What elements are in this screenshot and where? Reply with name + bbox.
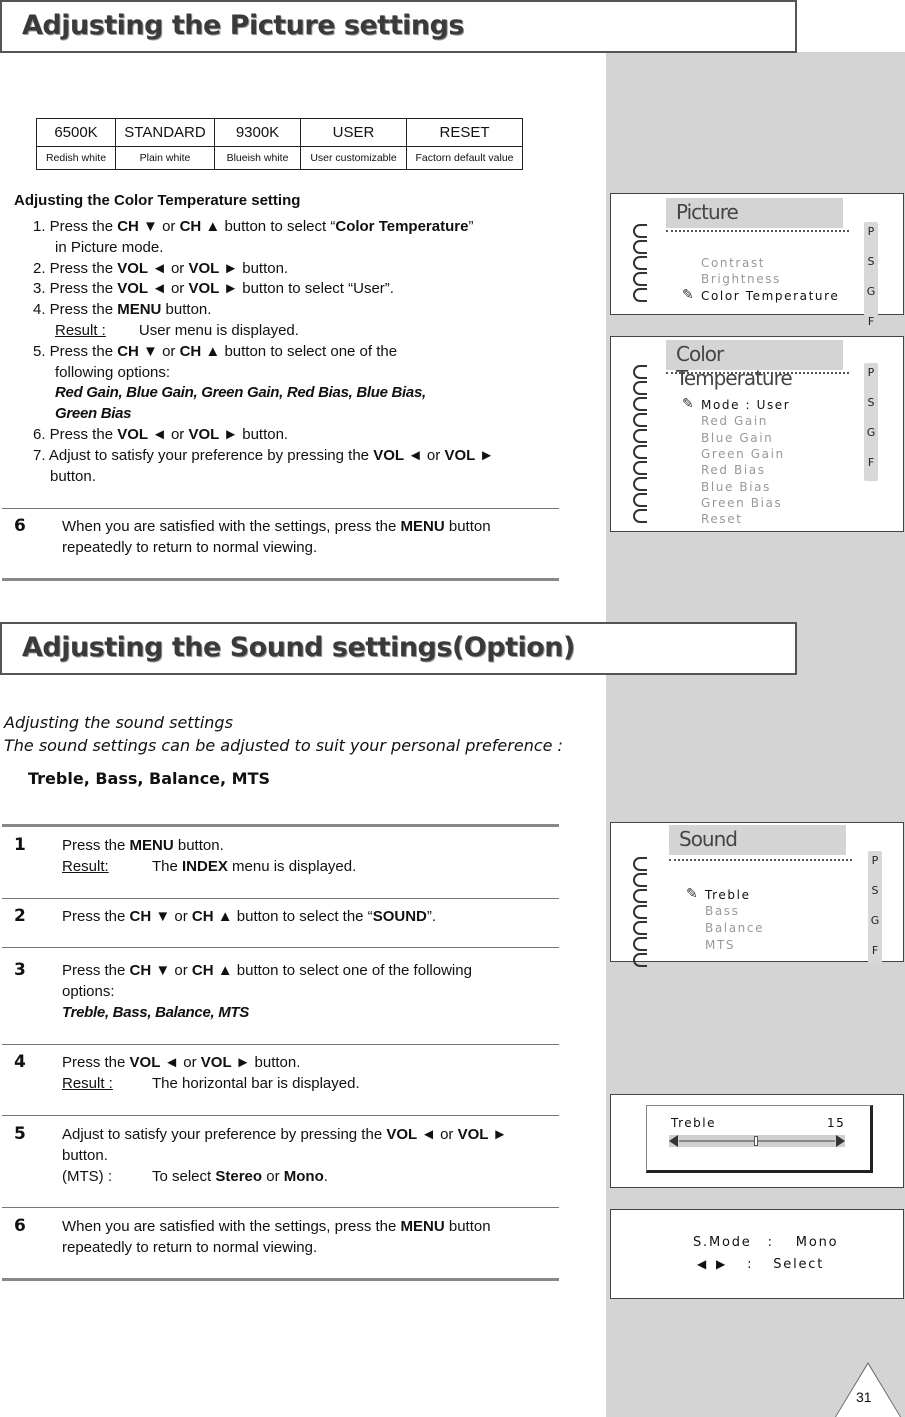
divider	[666, 230, 849, 232]
smode-label: S.Mode	[693, 1235, 752, 1250]
osd-picture-menu	[610, 193, 904, 328]
step-line: button.	[50, 467, 96, 485]
menu-item-green-gain[interactable]: Green Gain	[701, 447, 785, 461]
pencil-icon: ✎	[682, 286, 694, 302]
smode-select-line: ◀ ▶ : Select	[697, 1257, 825, 1272]
step-line: Result : User menu is displayed.	[55, 321, 299, 339]
mode-cell: RESET	[407, 119, 523, 147]
step-text: Press the CH ▼ or CH ▲ button to select the “SOUND”.	[62, 908, 437, 925]
mode-description-cell: User customizable	[301, 147, 407, 170]
osd-treble-bar-screen	[610, 1094, 904, 1188]
smode-line: S.Mode : Mono	[693, 1235, 839, 1250]
treble-value: 15	[827, 1116, 846, 1130]
slider-left-arrow-icon[interactable]	[669, 1135, 678, 1147]
slider-thumb[interactable]	[754, 1136, 758, 1146]
menu-item-reset[interactable]: Reset	[701, 512, 743, 526]
tab-sound: S	[871, 884, 879, 897]
menu-item-green-bias[interactable]: Green Bias	[701, 496, 783, 510]
mode-description-cell: Blueish white	[215, 147, 301, 170]
step-line: 1. Press the CH ▼ or CH ▲ button to select “Color Temperature”	[33, 218, 474, 235]
tab-picture: P	[867, 366, 875, 379]
step-line: 4. Press the MENU button.	[33, 301, 212, 319]
tab-picture: P	[867, 225, 875, 238]
tab-general: G	[866, 426, 876, 439]
treble-bar-panel	[646, 1105, 873, 1173]
step-number: 6	[14, 516, 26, 536]
step-number: 6	[14, 1216, 26, 1236]
treble-slider-track[interactable]	[669, 1135, 845, 1147]
step-line: 5. Press the CH ▼ or CH ▲ button to select one of the	[33, 342, 398, 360]
pencil-icon: ✎	[686, 885, 698, 901]
step-text: When you are satisfied with the settings, press the MENU button repeatedly to return to normal viewing.	[62, 518, 491, 556]
sound-section-title: Adjusting the Sound settings(Option)	[22, 632, 575, 663]
menu-item-treble[interactable]: Treble	[705, 888, 751, 902]
tab-sound: S	[867, 396, 875, 409]
divider	[2, 508, 559, 509]
divider	[2, 1278, 559, 1281]
step-text: Adjust to satisfy your preference by pressing the VOL ◄ or VOL ► button. (MTS) : To select Stereo or Mono.	[62, 1126, 508, 1185]
osd-title: Picture	[666, 198, 843, 228]
menu-item-brightness[interactable]: Brightness	[701, 272, 781, 286]
sound-intro-line: The sound settings can be adjusted to suit your personal preference :	[4, 736, 563, 755]
color-temperature-heading: Adjusting the Color Temperature setting	[14, 192, 301, 209]
divider	[2, 898, 559, 899]
step-text: Press the VOL ◄ or VOL ► button. Result : The horizontal bar is displayed.	[62, 1054, 360, 1092]
page-number: 31	[856, 1389, 872, 1405]
step-text: Press the MENU button. Result: The INDEX menu is displayed.	[62, 837, 357, 875]
step-line: 7. Adjust to satisfy your preference by pressing the VOL ◄ or VOL ►	[33, 446, 495, 464]
mode-cell: STANDARD	[116, 119, 215, 147]
picture-section-title: Adjusting the Picture settings	[22, 10, 464, 41]
divider	[2, 1044, 559, 1045]
menu-item-blue-gain[interactable]: Blue Gain	[701, 431, 774, 445]
tab-picture: P	[871, 854, 879, 867]
step-line: 2. Press the VOL ◄ or VOL ► button.	[33, 259, 289, 277]
sound-section-banner	[0, 622, 797, 675]
step-text: Press the CH ▼ or CH ▲ button to select one of the following options: Treble, Bass, Balance, MTS	[62, 962, 472, 1021]
left-arrow-icon: ◀	[697, 1257, 709, 1271]
divider	[2, 824, 559, 827]
osd-tab-strip	[868, 851, 882, 963]
step-line: 6. Press the VOL ◄ or VOL ► button.	[33, 425, 289, 443]
sound-intro-line: Adjusting the sound settings	[4, 713, 233, 732]
tab-general: G	[870, 914, 880, 927]
osd-title: Color Temperature	[666, 340, 843, 370]
menu-item-balance[interactable]: Balance	[705, 921, 765, 935]
menu-item-red-gain[interactable]: Red Gain	[701, 414, 769, 428]
step-line: Red Gain, Blue Gain, Green Gain, Red Bias, Blue Bias,	[55, 384, 426, 402]
menu-item-mts[interactable]: MTS	[705, 938, 736, 952]
osd-tab-strip	[864, 363, 878, 481]
osd-color-temperature-menu	[610, 336, 904, 532]
step-text: When you are satisfied with the settings, press the MENU button repeatedly to return to normal viewing.	[62, 1218, 491, 1256]
tab-function: F	[871, 944, 879, 957]
tab-general: G	[866, 285, 876, 298]
mode-description-cell: Redish white	[37, 147, 116, 170]
divider	[2, 1115, 559, 1116]
step-number: 2	[14, 906, 26, 926]
menu-item-blue-bias[interactable]: Blue Bias	[701, 480, 771, 494]
divider	[2, 947, 559, 948]
mode-description-cell: Plain white	[116, 147, 215, 170]
tab-sound: S	[867, 255, 875, 268]
color-temperature-table	[36, 118, 523, 170]
mode-description-cell: Factorn default value	[407, 147, 523, 170]
osd-tab-strip	[864, 222, 878, 328]
spiral-binding	[633, 224, 647, 304]
step-line: 3. Press the VOL ◄ or VOL ► button to select “User”.	[33, 280, 394, 298]
spiral-binding	[633, 857, 647, 969]
picture-section-banner	[0, 0, 797, 53]
menu-item-red-bias[interactable]: Red Bias	[701, 463, 766, 477]
tab-function: F	[867, 456, 875, 469]
osd-smode-screen	[610, 1209, 904, 1299]
menu-item-bass[interactable]: Bass	[705, 904, 740, 918]
menu-item-color-temperature[interactable]: Color Temperature	[701, 289, 840, 303]
divider	[669, 859, 852, 861]
osd-sound-menu	[610, 822, 904, 962]
mode-cell: 9300K	[215, 119, 301, 147]
spiral-binding	[633, 365, 647, 525]
menu-item-contrast[interactable]: Contrast	[701, 256, 766, 270]
tab-function: F	[867, 315, 875, 328]
step-line: in Picture mode.	[55, 238, 164, 256]
sound-options-list: Treble, Bass, Balance, MTS	[28, 769, 271, 788]
mode-cell: 6500K	[37, 119, 116, 147]
smode-value: Mono	[795, 1235, 839, 1250]
divider	[2, 578, 559, 581]
treble-label: Treble	[671, 1116, 716, 1130]
step-line: following options:	[55, 363, 171, 381]
step-number: 3	[14, 960, 26, 980]
step-number: 4	[14, 1052, 26, 1072]
divider	[2, 1207, 559, 1208]
mode-cell: USER	[301, 119, 407, 147]
divider	[666, 372, 849, 374]
step-number: 5	[14, 1124, 26, 1144]
right-arrow-icon: ▶	[716, 1257, 728, 1271]
step-number: 1	[14, 835, 26, 855]
pencil-icon: ✎	[682, 395, 694, 411]
step-line: Green Bias	[55, 405, 132, 423]
color-temperature-steps	[33, 217, 573, 487]
menu-item-mode[interactable]: Mode : User	[701, 398, 791, 412]
osd-title: Sound	[669, 825, 846, 855]
slider-right-arrow-icon[interactable]	[836, 1135, 845, 1147]
